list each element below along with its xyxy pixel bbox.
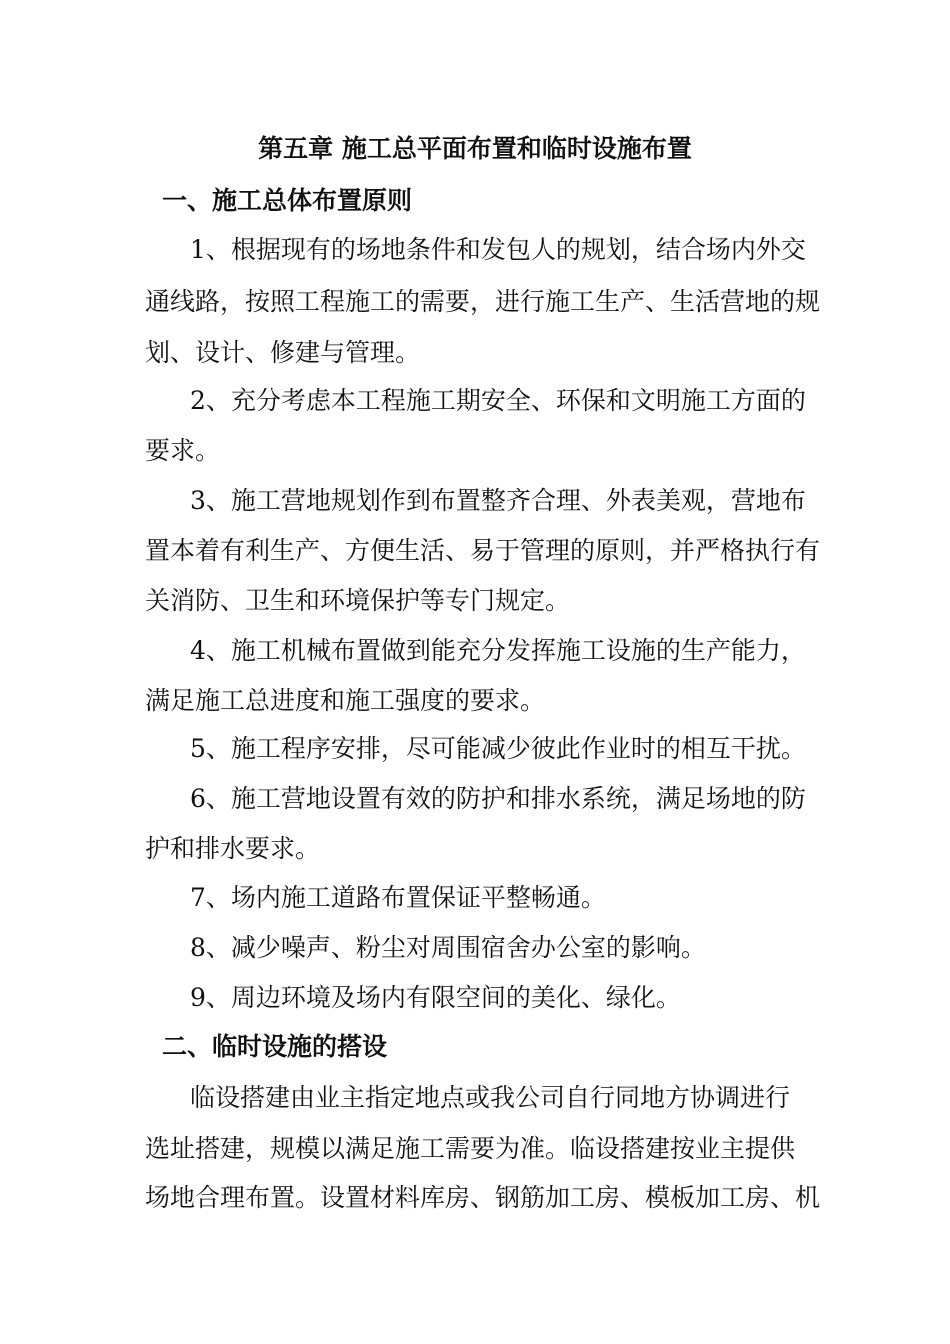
section-heading-principles: 一、施工总体布置原则 xyxy=(162,186,413,215)
paragraph-line: 要求。 xyxy=(145,436,221,465)
section-heading-temporary-facilities: 二、临时设施的搭设 xyxy=(162,1032,388,1061)
paragraph-line: 临设搭建由业主指定地点或我公司自行同地方协调进行 xyxy=(190,1083,791,1112)
paragraph-line: 7、场内施工道路布置保证平整畅通。 xyxy=(190,883,606,912)
paragraph-line: 场地合理布置。设置材料库房、钢筋加工房、模板加工房、机 xyxy=(145,1183,821,1212)
paragraph-line: 4、施工机械布置做到能充分发挥施工设施的生产能力， xyxy=(190,636,806,665)
paragraph-line: 6、施工营地设置有效的防护和排水系统，满足场地的防 xyxy=(190,784,806,813)
paragraph-line: 划、设计、修建与管理。 xyxy=(145,338,421,367)
paragraph-line: 满足施工总进度和施工强度的要求。 xyxy=(145,686,546,715)
paragraph-line: 护和排水要求。 xyxy=(145,834,321,863)
paragraph-line: 5、施工程序安排，尽可能减少彼此作业时的相互干扰。 xyxy=(190,734,806,763)
paragraph-line: 置本着有利生产、方便生活、易于管理的原则，并严格执行有 xyxy=(145,536,821,565)
paragraph-line: 选址搭建，规模以满足施工需要为准。临设搭建按业主提供 xyxy=(145,1134,796,1163)
paragraph-line: 3、施工营地规划作到布置整齐合理、外表美观，营地布 xyxy=(190,486,806,515)
paragraph-line: 关消防、卫生和环境保护等专门规定。 xyxy=(145,586,571,615)
paragraph-line: 9、周边环境及场内有限空间的美化、绿化。 xyxy=(190,983,681,1012)
chapter-title: 第五章 施工总平面布置和临时设施布置 xyxy=(258,134,692,163)
paragraph-line: 2、充分考虑本工程施工期安全、环保和文明施工方面的 xyxy=(190,386,806,415)
paragraph-line: 1、根据现有的场地条件和发包人的规划，结合场内外交 xyxy=(190,235,806,264)
paragraph-line: 通线路，按照工程施工的需要，进行施工生产、生活营地的规 xyxy=(145,287,821,316)
paragraph-line: 8、减少噪声、粉尘对周围宿舍办公室的影响。 xyxy=(190,933,706,962)
